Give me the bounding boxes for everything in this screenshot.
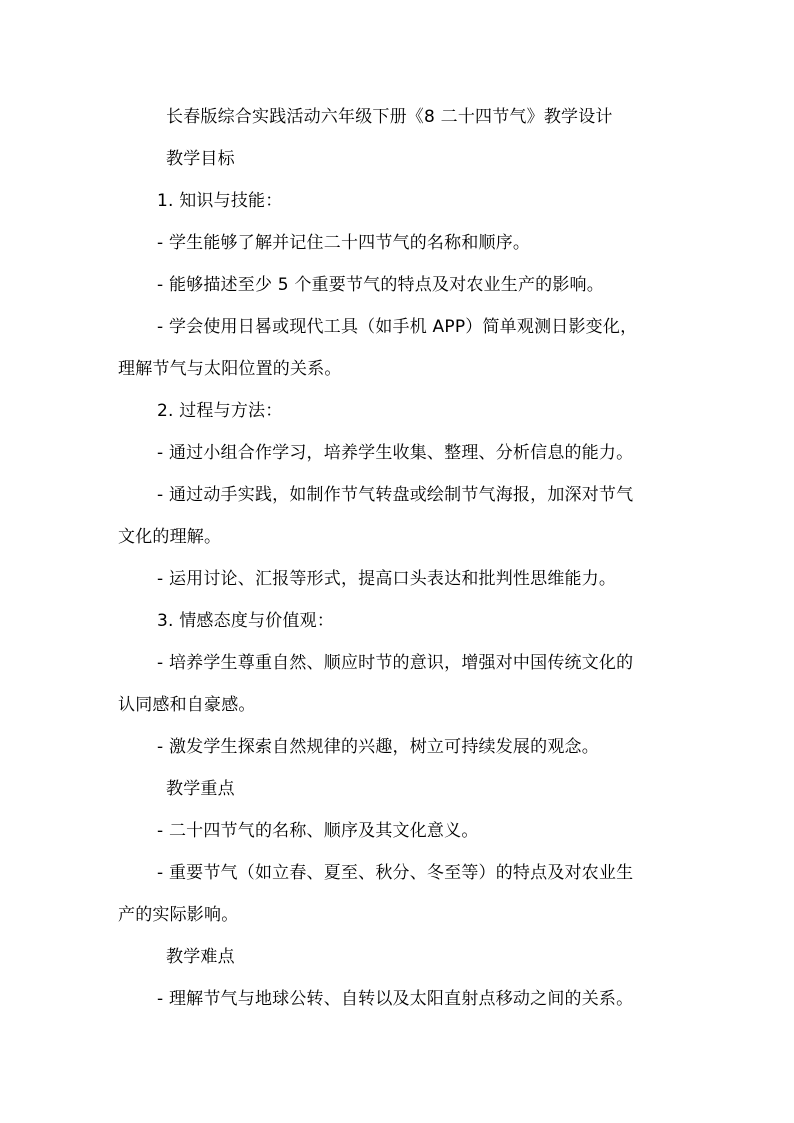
emotion-heading: 3. 情感态度与价值观： xyxy=(157,611,335,631)
process-item-3: - 运用讨论、汇报等形式，提高口头表达和批判性思维能力。 xyxy=(157,569,617,589)
process-item-2-line-2: 文化的理解。 xyxy=(118,527,222,547)
knowledge-item-3-line-2: 理解节气与太阳位置的关系。 xyxy=(118,359,342,379)
document-title: 长春版综合实践活动六年级下册《8 二十四节气》教学设计 xyxy=(166,107,613,127)
knowledge-item-3-line-1: - 学会使用日晷或现代工具（如手机 APP）简单观测日影变化， xyxy=(157,317,638,337)
knowledge-item-2: - 能够描述至少 5 个重要节气的特点及对农业生产的影响。 xyxy=(157,275,604,295)
key-points-item-2-line-2: 产的实际影响。 xyxy=(118,905,239,925)
difficulties-heading: 教学难点 xyxy=(166,947,235,967)
process-item-2-line-1: - 通过动手实践，如制作节气转盘或绘制节气海报，加深对节气 xyxy=(157,485,634,505)
emotion-item-1-line-1: - 培养学生尊重自然、顺应时节的意识，增强对中国传统文化的 xyxy=(157,653,634,673)
process-heading: 2. 过程与方法： xyxy=(157,401,283,421)
objectives-heading: 教学目标 xyxy=(166,149,235,169)
knowledge-item-1: - 学生能够了解并记住二十四节气的名称和顺序。 xyxy=(157,233,531,253)
process-item-1: - 通过小组合作学习，培养学生收集、整理、分析信息的能力。 xyxy=(157,443,634,463)
key-points-item-1: - 二十四节气的名称、顺序及其文化意义。 xyxy=(157,821,479,841)
knowledge-heading: 1. 知识与技能： xyxy=(157,191,283,211)
key-points-heading: 教学重点 xyxy=(166,779,235,799)
key-points-item-2-line-1: - 重要节气（如立春、夏至、秋分、冬至等）的特点及对农业生 xyxy=(157,863,634,883)
emotion-item-1-line-2: 认同感和自豪感。 xyxy=(118,695,256,715)
difficulties-item-1: - 理解节气与地球公转、自转以及太阳直射点移动之间的关系。 xyxy=(157,989,634,1009)
emotion-item-2: - 激发学生探索自然规律的兴趣，树立可持续发展的观念。 xyxy=(157,737,599,757)
